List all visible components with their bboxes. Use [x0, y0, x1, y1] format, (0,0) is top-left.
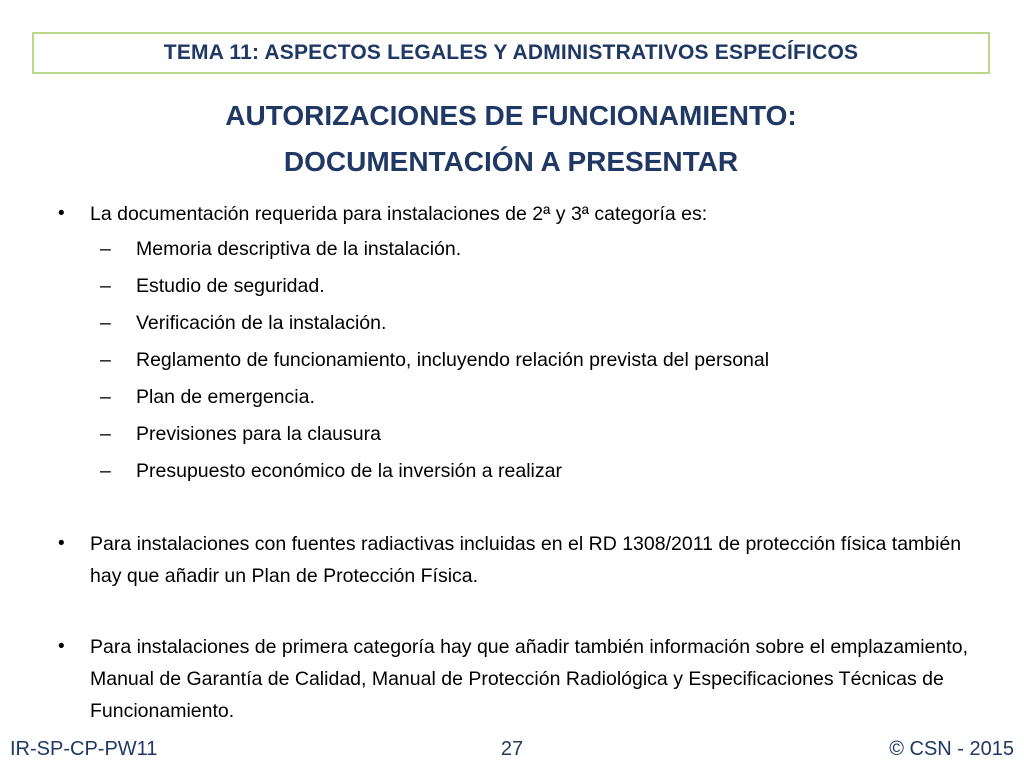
dash-icon: –	[100, 460, 111, 482]
footer-copyright: © CSN - 2015	[889, 738, 1014, 760]
footer-course-code: IR-SP-CP-PW11	[10, 738, 158, 760]
bullet-text: Para instalaciones de primera categoría hay que añadir también información sobre el emplazamiento, Manual de Garantía de Calidad, Manual de Protección Radiológica y Especificaciones Técnicas de Funcionamiento.	[90, 636, 968, 722]
sub-item-text: Memoria descriptiva de la instalación.	[136, 238, 462, 260]
sub-list-item	[0, 455, 1024, 492]
slide-title-line-1: AUTORIZACIONES DE FUNCIONAMIENTO:	[225, 100, 797, 131]
sub-list-item	[0, 307, 1024, 344]
sub-item-text: Previsiones para la clausura	[136, 423, 381, 445]
sub-item-text: Verificación de la instalación.	[136, 312, 387, 334]
sub-list-item	[0, 418, 1024, 455]
topic-heading: TEMA 11: ASPECTOS LEGALES Y ADMINISTRATIVOS ESPECÍFICOS	[163, 41, 859, 64]
dash-icon: –	[100, 423, 111, 445]
dash-icon: –	[100, 349, 111, 371]
sub-item-text: Estudio de seguridad.	[136, 275, 325, 297]
sub-item-text: Presupuesto económico de la inversión a realizar	[136, 460, 562, 482]
sub-list-item	[0, 270, 1024, 307]
bullet-text: Para instalaciones con fuentes radiactivas incluidas en el RD 1308/2011 de protección física también hay que añadir un Plan de Protección Física.	[90, 533, 962, 587]
dash-icon: –	[100, 312, 111, 334]
bullet-icon: •	[58, 533, 65, 554]
sub-list-item	[0, 233, 1024, 270]
dash-icon: –	[100, 386, 111, 408]
sub-list-item	[0, 344, 1024, 381]
dash-icon: –	[100, 275, 111, 297]
slide-title-line-2: DOCUMENTACIÓN A PRESENTAR	[283, 146, 739, 177]
bullet-icon: •	[58, 636, 65, 657]
footer-page-number: 27	[500, 738, 524, 760]
bullet-text: La documentación requerida para instalaciones de 2ª y 3ª categoría es:	[90, 203, 708, 225]
sub-item-text: Plan de emergencia.	[136, 386, 315, 408]
topic-header-box	[32, 32, 990, 74]
sub-item-text: Reglamento de funcionamiento, incluyendo relación prevista del personal	[136, 349, 770, 371]
bullet-icon: •	[58, 203, 65, 224]
dash-icon: –	[100, 238, 111, 260]
sub-list-item	[0, 381, 1024, 418]
